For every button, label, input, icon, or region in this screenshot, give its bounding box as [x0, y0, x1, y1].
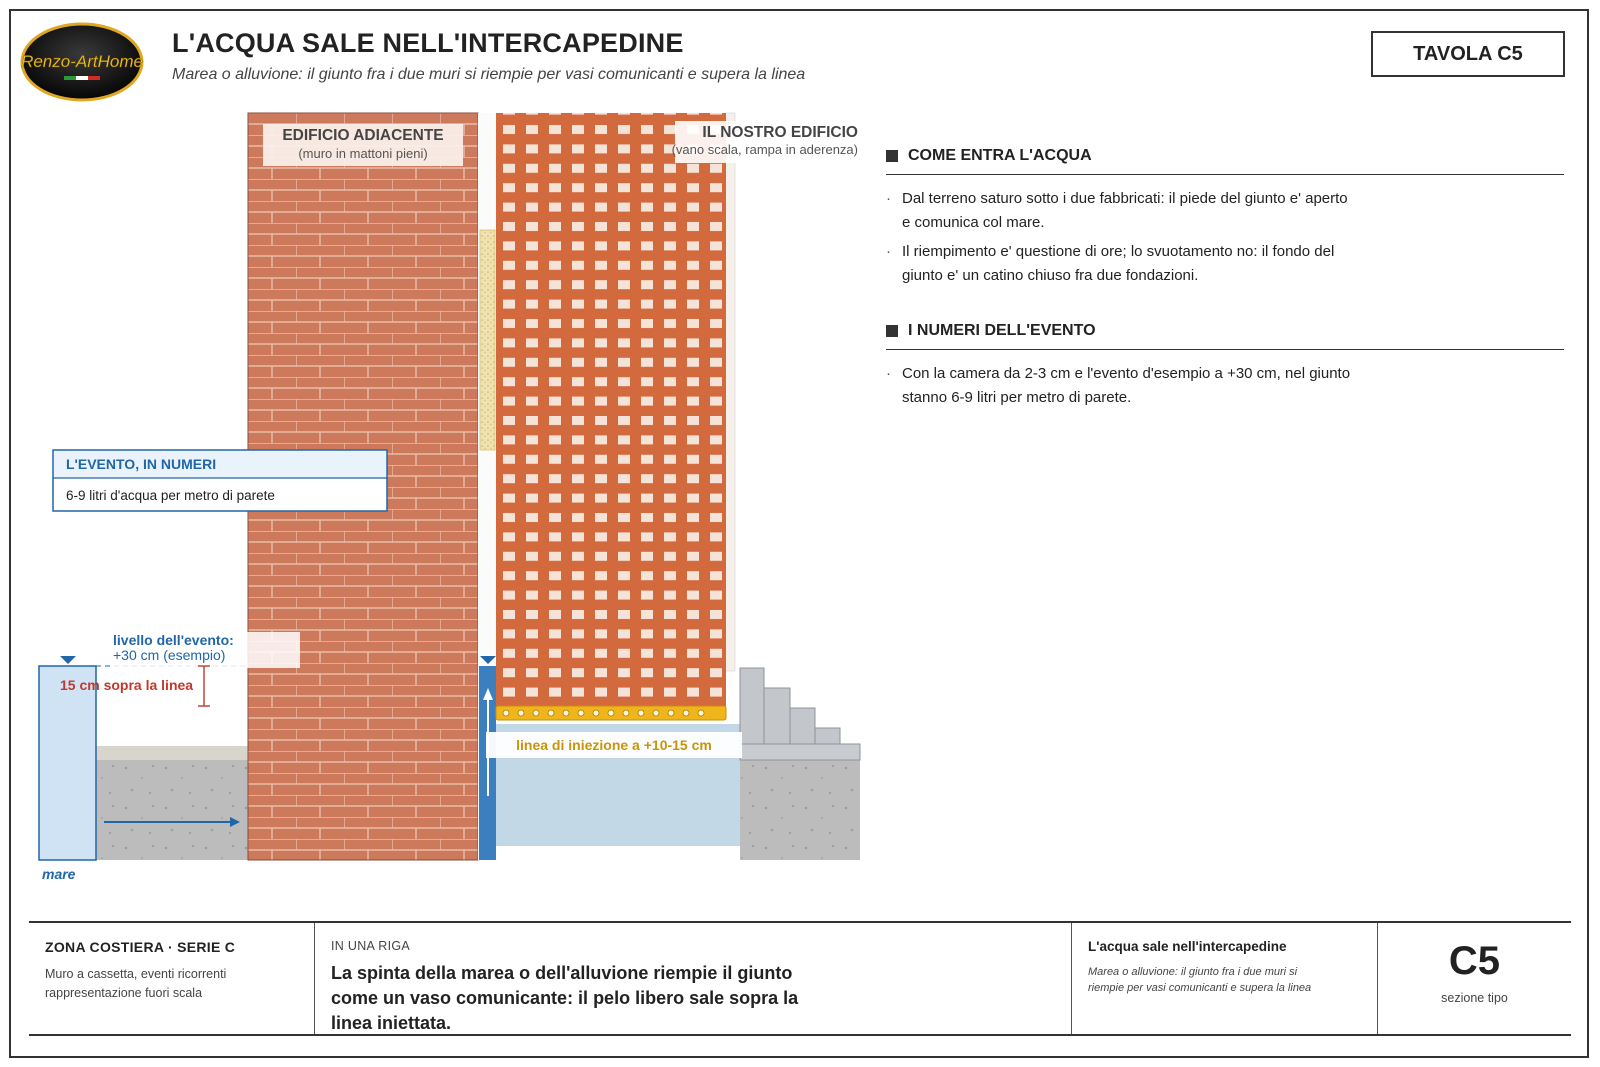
our-building-subtitle: (vano scala, rampa in aderenza)	[671, 142, 858, 157]
sheet-code-cell	[1378, 923, 1571, 1034]
panel-list	[886, 187, 1564, 288]
series-cell	[29, 923, 315, 1034]
sheet-code-label: sezione tipo	[1441, 991, 1508, 1005]
injection-line-label: linea di iniezione a +10-15 cm	[516, 737, 712, 753]
adjacent-building-title: EDIFICIO ADIACENTE	[282, 127, 444, 144]
square-bullet-icon	[886, 150, 898, 162]
panel-section-event-numbers	[886, 322, 1564, 415]
oneline-cell	[315, 923, 1072, 1034]
sheet-code: C5	[1448, 939, 1501, 983]
panel-section-water-entry	[886, 147, 1564, 293]
sea-label: mare	[42, 866, 76, 882]
section-diagram	[0, 0, 870, 900]
page-subtitle: Marea o alluvione: il giunto fra i due muri si riempie per vasi comunicanti e supera la linea	[172, 66, 806, 83]
sheet-subtitle: Marea o alluvione: il giunto fra i due muri si riempie per vasi comunicanti e supera la linea	[1088, 966, 1312, 994]
panel-section-header	[886, 147, 1564, 175]
series-title: ZONA COSTIERA · SERIE C	[45, 939, 236, 955]
stairs	[740, 668, 860, 760]
event-numbers-body: 6-9 litri d'acqua per metro di parete	[66, 488, 275, 503]
soil-right	[740, 760, 860, 860]
logo-text: Renzo-ArtHome	[21, 52, 143, 71]
oneline-label: IN UNA RIGA	[331, 939, 411, 953]
our-building-title: IL NOSTRO EDIFICIO	[702, 124, 858, 141]
page-title: L'ACQUA SALE NELL'INTERCAPEDINE	[172, 28, 684, 58]
event-level-value: +30 cm (esempio)	[113, 647, 226, 663]
list-item: · Dal terreno saturo sotto i due fabbricati: il piede del giunto e' aperto e comunica col mare.	[886, 187, 1352, 235]
panel-section-header	[886, 322, 1564, 350]
panel-list	[886, 362, 1564, 410]
list-item: · Il riempimento e' questione di ore; lo svuotamento no: il fondo del giunto e' un catino chiuso fra due fondazioni.	[886, 240, 1352, 288]
list-item: · Con la camera da 2-3 cm e l'evento d'esempio a +30 cm, nel giunto stanno 6-9 litri per metro di parete.	[886, 362, 1352, 410]
cavity-filler	[480, 230, 495, 450]
square-bullet-icon	[886, 325, 898, 337]
render-layer	[725, 113, 735, 671]
panel-section-title: COME ENTRA L'ACQUA	[908, 147, 1092, 164]
oneline-text: La spinta della marea o dell'alluvione riempie il giunto come un vaso comunicante: il pelo libero sale sopra la linea iniettata.	[331, 963, 799, 1033]
adjacent-building-subtitle: (muro in mattoni pieni)	[298, 146, 428, 161]
series-line: rappresentazione fuori scala	[45, 986, 203, 1000]
sea-water	[39, 666, 96, 860]
event-level-title: livello dell'evento:	[113, 632, 234, 648]
soil-left	[96, 760, 248, 860]
our-building-wall	[496, 113, 726, 713]
panel-section-title: I NUMERI DELL'EVENTO	[908, 322, 1096, 339]
sea-level-marker-icon	[60, 656, 76, 664]
sheet-title: L'acqua sale nell'intercapedine	[1088, 939, 1287, 954]
event-numbers-title: L'EVENTO, IN NUMERI	[66, 456, 217, 472]
title-block	[29, 921, 1571, 1036]
series-line: Muro a cassetta, eventi ricorrenti	[45, 967, 227, 981]
pavement	[96, 746, 248, 760]
above-line-label: 15 cm sopra la linea	[60, 677, 194, 693]
sheet-title-cell	[1072, 923, 1378, 1034]
sheet-number-box: TAVOLA C5	[1371, 31, 1565, 77]
